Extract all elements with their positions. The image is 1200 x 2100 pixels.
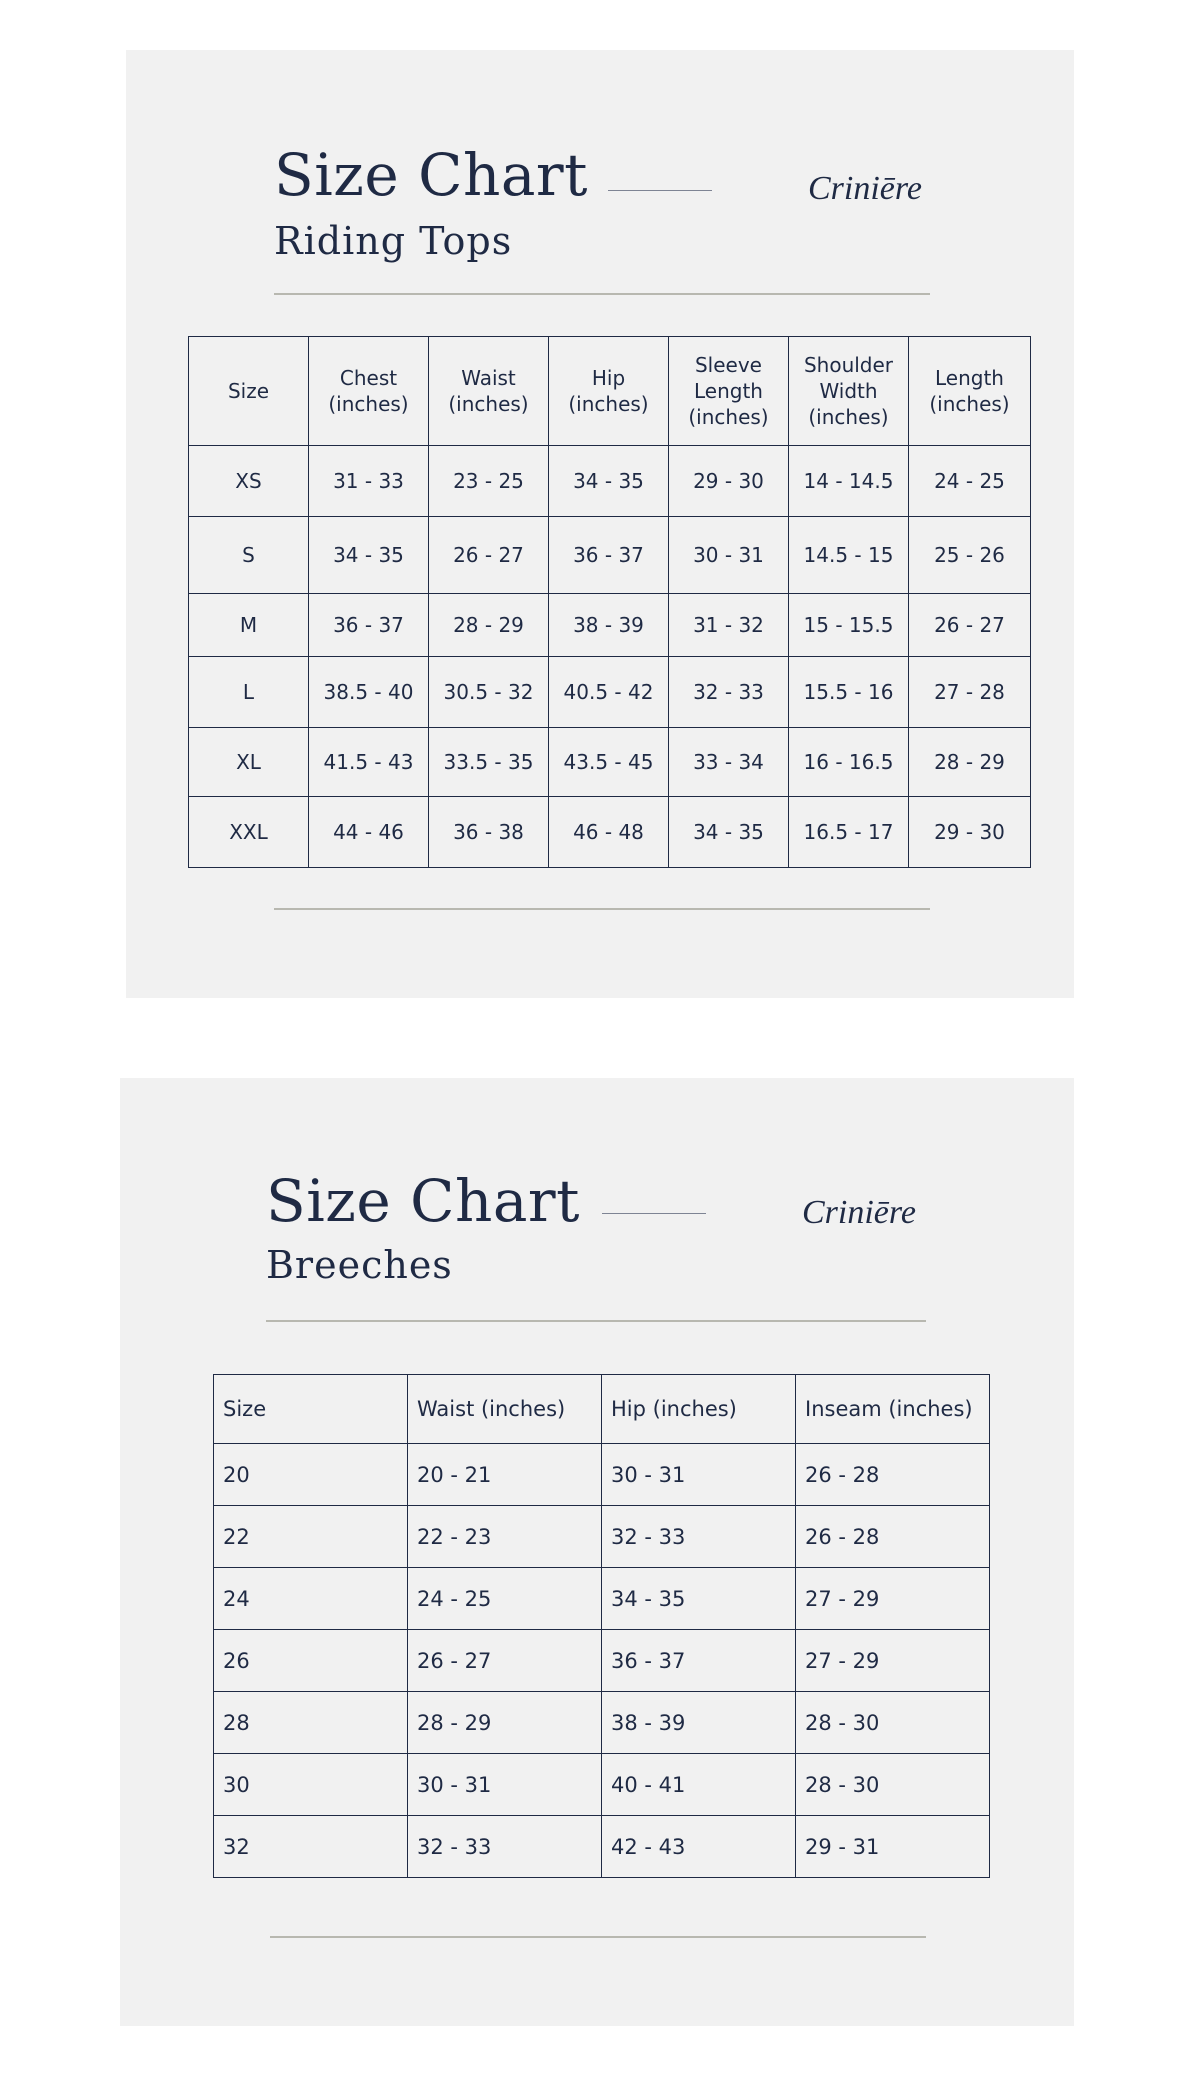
table-cell: 33 - 34 bbox=[669, 728, 789, 797]
table-cell: 38 - 39 bbox=[602, 1692, 796, 1754]
table-cell: M bbox=[189, 594, 309, 657]
column-header-inseam: Inseam (inches) bbox=[796, 1375, 990, 1444]
table-cell: 34 - 35 bbox=[309, 517, 429, 594]
table-cell: 24 - 25 bbox=[408, 1568, 602, 1630]
table-row bbox=[214, 1568, 990, 1630]
bottom-divider bbox=[274, 908, 930, 910]
title-dash bbox=[602, 1213, 706, 1214]
table-row bbox=[189, 517, 1031, 594]
column-header-waist: Waist (inches) bbox=[408, 1375, 602, 1444]
table-row bbox=[214, 1816, 990, 1878]
table-cell: 23 - 25 bbox=[429, 446, 549, 517]
table-cell: 31 - 33 bbox=[309, 446, 429, 517]
table-cell: 32 - 33 bbox=[602, 1506, 796, 1568]
table-cell: 36 - 37 bbox=[309, 594, 429, 657]
chart-title: Size Chart bbox=[274, 141, 588, 209]
table-cell: 30 - 31 bbox=[602, 1444, 796, 1506]
table-cell: 29 - 31 bbox=[796, 1816, 990, 1878]
table-cell: 30 - 31 bbox=[408, 1754, 602, 1816]
table-cell: 14 - 14.5 bbox=[789, 446, 909, 517]
table-cell: XL bbox=[189, 728, 309, 797]
table-cell: 43.5 - 45 bbox=[549, 728, 669, 797]
table-cell: 36 - 37 bbox=[602, 1630, 796, 1692]
table-cell: 30.5 - 32 bbox=[429, 657, 549, 728]
table-cell: 24 - 25 bbox=[909, 446, 1031, 517]
table-cell: 28 - 30 bbox=[796, 1692, 990, 1754]
table-cell: XS bbox=[189, 446, 309, 517]
table-cell: 20 - 21 bbox=[408, 1444, 602, 1506]
table-cell: 29 - 30 bbox=[669, 446, 789, 517]
table-cell: 26 - 27 bbox=[429, 517, 549, 594]
column-header-sleeve-length: Sleeve Length (inches) bbox=[669, 337, 789, 446]
table-cell: 32 bbox=[214, 1816, 408, 1878]
table-header-row bbox=[189, 337, 1031, 446]
table-cell: 38 - 39 bbox=[549, 594, 669, 657]
table-cell: 34 - 35 bbox=[549, 446, 669, 517]
column-header-hip: Hip (inches) bbox=[549, 337, 669, 446]
size-chart-card-riding-tops bbox=[126, 50, 1074, 998]
table-row bbox=[189, 446, 1031, 517]
table-cell: XXL bbox=[189, 797, 309, 868]
table-row bbox=[214, 1754, 990, 1816]
table-cell: 24 bbox=[214, 1568, 408, 1630]
chart-subtitle: Breeches bbox=[266, 1243, 453, 1287]
table-cell: 28 - 29 bbox=[429, 594, 549, 657]
table-cell: S bbox=[189, 517, 309, 594]
table-cell: 16 - 16.5 bbox=[789, 728, 909, 797]
column-header-shoulder-width: Shoulder Width (inches) bbox=[789, 337, 909, 446]
table-cell: 34 - 35 bbox=[669, 797, 789, 868]
table-cell: 46 - 48 bbox=[549, 797, 669, 868]
table-cell: 15.5 - 16 bbox=[789, 657, 909, 728]
table-row bbox=[189, 728, 1031, 797]
table-cell: 16.5 - 17 bbox=[789, 797, 909, 868]
table-cell: 42 - 43 bbox=[602, 1816, 796, 1878]
table-cell: 34 - 35 bbox=[602, 1568, 796, 1630]
table-cell: 31 - 32 bbox=[669, 594, 789, 657]
column-header-hip: Hip (inches) bbox=[602, 1375, 796, 1444]
table-cell: 27 - 29 bbox=[796, 1568, 990, 1630]
column-header-waist: Waist (inches) bbox=[429, 337, 549, 446]
table-cell: 28 bbox=[214, 1692, 408, 1754]
size-chart-card-breeches bbox=[120, 1078, 1074, 2026]
top-divider bbox=[274, 293, 930, 295]
table-cell: 26 bbox=[214, 1630, 408, 1692]
table-row bbox=[214, 1630, 990, 1692]
top-divider bbox=[266, 1320, 926, 1322]
table-row bbox=[214, 1444, 990, 1506]
column-header-chest: Chest (inches) bbox=[309, 337, 429, 446]
table-cell: 28 - 29 bbox=[909, 728, 1031, 797]
table-cell: 40 - 41 bbox=[602, 1754, 796, 1816]
column-header-size: Size bbox=[189, 337, 309, 446]
bottom-divider bbox=[270, 1936, 926, 1938]
table-cell: 40.5 - 42 bbox=[549, 657, 669, 728]
table-row bbox=[214, 1692, 990, 1754]
table-cell: 29 - 30 bbox=[909, 797, 1031, 868]
table-row bbox=[189, 594, 1031, 657]
table-cell: 27 - 29 bbox=[796, 1630, 990, 1692]
table-cell: 38.5 - 40 bbox=[309, 657, 429, 728]
chart-title: Size Chart bbox=[266, 1167, 580, 1235]
table-cell: 36 - 37 bbox=[549, 517, 669, 594]
table-cell: 28 - 29 bbox=[408, 1692, 602, 1754]
table-row bbox=[189, 797, 1031, 868]
table-cell: 26 - 28 bbox=[796, 1506, 990, 1568]
table-cell: 41.5 - 43 bbox=[309, 728, 429, 797]
table-cell: 33.5 - 35 bbox=[429, 728, 549, 797]
table-row bbox=[214, 1506, 990, 1568]
table-cell: 32 - 33 bbox=[408, 1816, 602, 1878]
table-cell: 14.5 - 15 bbox=[789, 517, 909, 594]
table-cell: 26 - 27 bbox=[408, 1630, 602, 1692]
table-cell: 28 - 30 bbox=[796, 1754, 990, 1816]
brand-logo: Criniēre bbox=[808, 170, 922, 207]
column-header-size: Size bbox=[214, 1375, 408, 1444]
table-row bbox=[189, 657, 1031, 728]
table-cell: 25 - 26 bbox=[909, 517, 1031, 594]
table-cell: 44 - 46 bbox=[309, 797, 429, 868]
table-cell: 20 bbox=[214, 1444, 408, 1506]
brand-logo: Criniēre bbox=[802, 1194, 916, 1231]
table-cell: 26 - 27 bbox=[909, 594, 1031, 657]
table-cell: 22 bbox=[214, 1506, 408, 1568]
table-cell: 36 - 38 bbox=[429, 797, 549, 868]
table-cell: 15 - 15.5 bbox=[789, 594, 909, 657]
table-cell: 22 - 23 bbox=[408, 1506, 602, 1568]
riding-tops-size-table bbox=[188, 336, 1031, 868]
table-cell: 30 - 31 bbox=[669, 517, 789, 594]
table-cell: 26 - 28 bbox=[796, 1444, 990, 1506]
column-header-length: Length (inches) bbox=[909, 337, 1031, 446]
table-cell: 30 bbox=[214, 1754, 408, 1816]
table-cell: 32 - 33 bbox=[669, 657, 789, 728]
breeches-size-table bbox=[213, 1374, 990, 1878]
table-cell: 27 - 28 bbox=[909, 657, 1031, 728]
chart-subtitle: Riding Tops bbox=[274, 219, 513, 263]
table-header-row bbox=[214, 1375, 990, 1444]
title-dash bbox=[608, 190, 712, 191]
table-cell: L bbox=[189, 657, 309, 728]
